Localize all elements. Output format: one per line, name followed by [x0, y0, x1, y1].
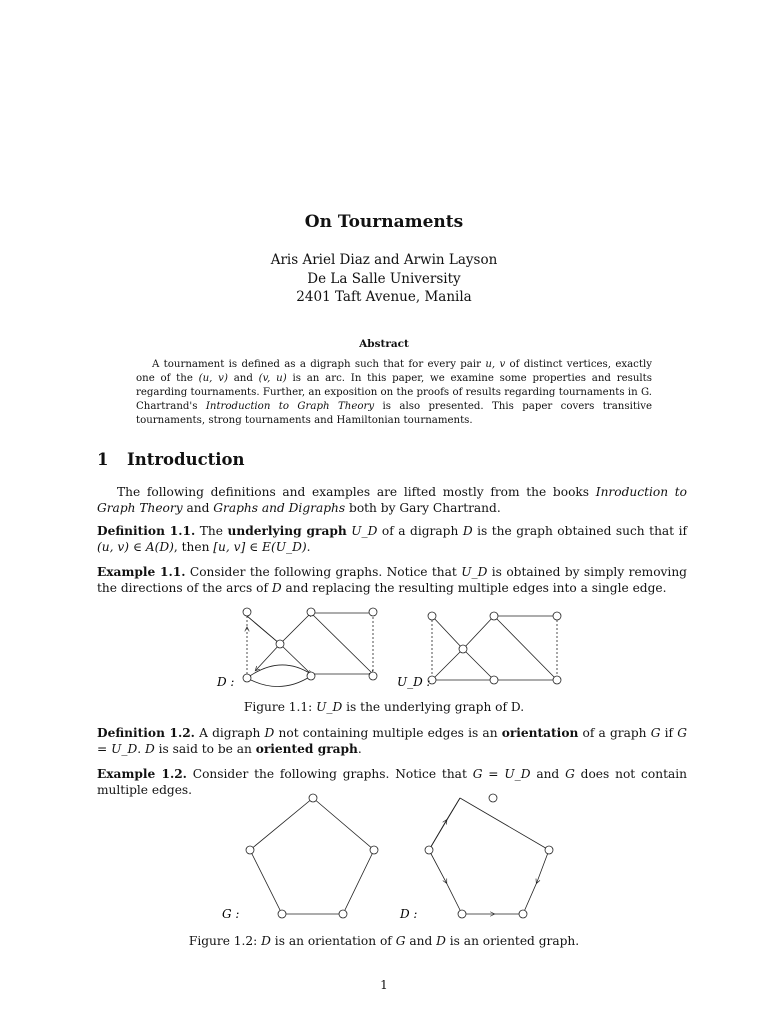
book-title: Introduction to Graph Theory: [205, 401, 375, 412]
digraph-d-oriented-vertices: [425, 794, 553, 918]
vertex: [459, 645, 467, 653]
vertex: [243, 674, 251, 682]
abstract-segment: is also presented. This paper covers transitive tournaments, strong tournaments and Hamiltonian tournaments.: [136, 401, 652, 426]
math-inline: U_D: [351, 524, 378, 538]
vertex: [490, 612, 498, 620]
figure-label-d2: D :: [400, 907, 418, 921]
text-segment: , then: [173, 540, 214, 554]
vertex: [307, 672, 315, 680]
abstract-segment: is an arc. In this paper, we examine some properties and results regarding tournaments. Further, an exposition on the proofs of results regarding tournaments in G. Chartrand's: [136, 373, 652, 412]
text-segment: .: [306, 540, 311, 554]
text-segment: of a graph: [578, 726, 651, 740]
digraph-d-vertices: [243, 608, 377, 682]
underlying-graph-vertices: [428, 612, 561, 684]
abstract-segment: of distinct vertices, exactly one of the: [136, 359, 652, 384]
vertex: [278, 910, 286, 918]
text-segment: if: [660, 726, 678, 740]
book-title: Graphs and Digraphs: [213, 501, 346, 515]
math-inline: G = U_D: [472, 767, 531, 781]
vertex: [243, 608, 251, 616]
math-inline: D: [436, 934, 446, 948]
arc-hidden: [429, 814, 478, 850]
intro-paragraph: [97, 484, 687, 516]
edge: [432, 649, 463, 680]
math-inline: D: [144, 742, 155, 756]
text-segment: of a digraph: [377, 524, 463, 538]
abstract-segment: A tournament is defined as a digraph such that for every pair: [152, 359, 486, 370]
figure-1-2-caption: [0, 934, 768, 948]
definition-1-1: [97, 523, 687, 555]
text-segment: not containing multiple edges is an: [274, 726, 502, 740]
vertex: [309, 794, 317, 802]
vertex: [553, 612, 561, 620]
example-label: Example 1.2.: [97, 767, 187, 781]
edge: [463, 649, 494, 680]
text-segment: and replacing the resulting multiple edges into a single edge.: [281, 581, 667, 595]
math-inline: D: [271, 581, 282, 595]
text-segment: and: [182, 501, 214, 515]
vertex: [369, 672, 377, 680]
abstract-text: [136, 358, 652, 428]
vertex: [458, 910, 466, 918]
math-inline: [u, v] ∈ E(U_D): [213, 540, 307, 554]
vertex: [369, 608, 377, 616]
abstract-heading: Abstract: [359, 338, 409, 350]
digraph-d-oriented: [429, 798, 549, 914]
arc: [280, 613, 311, 644]
vertex: [276, 640, 284, 648]
edge: [494, 616, 557, 680]
definition-1-2: [97, 725, 687, 757]
caption-segment: is an oriented graph.: [445, 934, 580, 948]
vertex: [307, 608, 315, 616]
page-number: 1: [380, 978, 388, 992]
math-inline: U_D: [316, 700, 343, 714]
text-segment: is obtained by simply removing the directions of the arcs of: [97, 565, 687, 595]
underlying-graph-ud: [432, 616, 557, 680]
author-block: [0, 251, 768, 307]
arc: [429, 798, 460, 850]
text-segment: and: [530, 767, 566, 781]
math-inline: (v, u): [258, 373, 287, 384]
caption-segment: Figure 1.2:: [188, 934, 262, 948]
caption-segment: Figure 1.1:: [243, 700, 317, 714]
text-segment: both by Gary Chartrand.: [345, 501, 501, 515]
math-inline: D: [261, 934, 271, 948]
vertex: [425, 846, 433, 854]
math-inline: u, v: [485, 359, 506, 370]
text-segment: is the graph obtained such that if: [472, 524, 688, 538]
caption-segment: is the underlying graph of D.: [342, 700, 525, 714]
figure-1-2: [210, 788, 580, 924]
arc: [247, 676, 311, 687]
vertex: [553, 676, 561, 684]
arc: [247, 665, 311, 678]
text-segment: The: [195, 524, 228, 538]
text-segment: A digraph: [194, 726, 265, 740]
graph-g: [250, 798, 374, 914]
caption-segment: and: [405, 934, 437, 948]
text-segment: Consider the following graphs. Notice that: [185, 565, 462, 579]
math-inline: G: [650, 726, 661, 740]
arc: [460, 798, 549, 850]
defined-term: orientation: [501, 726, 579, 740]
vertex: [545, 846, 553, 854]
author-address: 2401 Taft Avenue, Manila: [296, 289, 472, 305]
math-inline: U_D: [461, 565, 488, 579]
figure-label-g: G :: [222, 907, 240, 921]
definition-label: Definition 1.1.: [97, 524, 196, 538]
vertex: [490, 676, 498, 684]
section-heading: [97, 450, 245, 469]
vertex: [519, 910, 527, 918]
arc: [311, 613, 373, 674]
arc: [247, 616, 280, 644]
book-title: Inroduction to Graph Theory: [97, 485, 687, 515]
caption-segment: is an orientation of: [270, 934, 396, 948]
edge: [463, 616, 494, 649]
vertex: [428, 612, 436, 620]
math-inline: G: [395, 934, 406, 948]
vertex: [489, 794, 497, 802]
vertex: [370, 846, 378, 854]
paper-title: On Tournaments: [304, 212, 464, 232]
example-label: Example 1.1.: [97, 565, 186, 579]
arc: [280, 644, 311, 674]
text-segment: Consider the following graphs. Notice that: [186, 767, 473, 781]
text-segment: does not contain multiple edges.: [97, 767, 687, 797]
vertex: [339, 910, 347, 918]
figure-1-1-caption: [0, 700, 768, 714]
abstract-segment: and: [227, 373, 259, 384]
arc: [523, 850, 549, 914]
math-inline: (u, v) ∈ A(D): [97, 540, 174, 554]
arc: [256, 644, 280, 670]
example-1-1: [97, 564, 687, 596]
text-segment: .: [137, 742, 145, 756]
defined-term: underlying graph: [227, 524, 347, 538]
arc: [429, 850, 462, 914]
pentagon-edges: [250, 798, 374, 914]
math-inline: G: [565, 767, 575, 781]
math-inline: D: [462, 524, 473, 538]
math-inline: (u, v): [198, 373, 228, 384]
figure-1-1: [200, 598, 580, 694]
text-segment: is said to be an: [154, 742, 256, 756]
section-title: Introduction: [127, 450, 245, 469]
section-number: 1: [97, 450, 109, 469]
vertex: [246, 846, 254, 854]
text-segment: .: [357, 742, 362, 756]
figure-label-d: D :: [217, 675, 235, 689]
math-inline: D: [264, 726, 275, 740]
graph-g-vertices: [246, 794, 378, 918]
figure-label-ud: U_D :: [397, 675, 431, 689]
edge: [432, 616, 463, 649]
defined-term: oriented graph: [255, 742, 358, 756]
definition-label: Definition 1.2.: [97, 726, 195, 740]
author-affiliation: De La Salle University: [307, 270, 461, 287]
author-names: Aris Ariel Diaz and Arwin Layson: [270, 252, 498, 268]
math-inline: G = U_D: [97, 726, 687, 756]
text-segment: The following definitions and examples are lifted mostly from the books: [117, 485, 596, 499]
